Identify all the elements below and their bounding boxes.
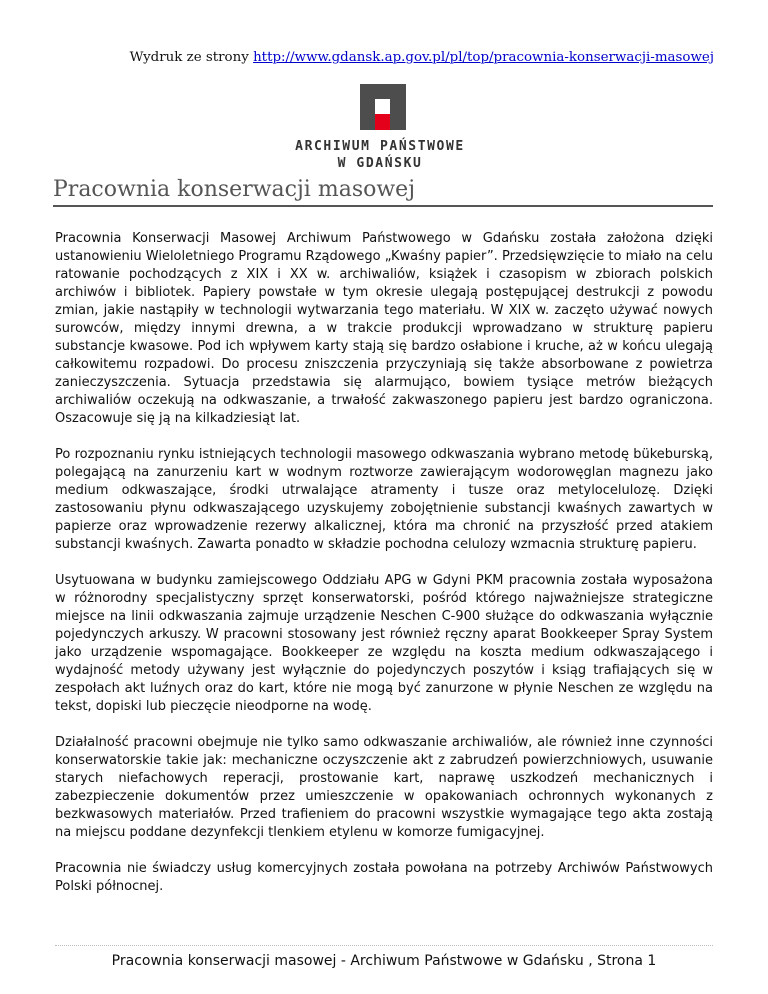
page-title: Pracownia konserwacji masowej [53, 175, 713, 207]
emblem-red-square [375, 114, 390, 130]
print-header-prefix: Wydruk ze strony [129, 50, 249, 65]
page-footer: Pracownia konserwacji masowej - Archiwum Państwowe w Gdańsku , Strona 1 [111, 953, 657, 969]
paragraph-1: Pracownia Konserwacji Masowej Archiwum Państwowego w Gdańsku została założona dzięki ustanowieniu Wieloletniego Programu Rządowego „Kwaśny papier”. Przedsięwzięcie to miało na celu ratowanie pochodzących z XIX i XX w. archiwaliów, książek i czasopism w zbiorach polskich archiwów i bibliotek. Papiery powstałe w tym okresie ulegają postępującej destrukcji z powodu zmian, jakie nastąpiły w technologii wytwarzania tego materiału. W XIX w. zaczęto używać nowych surowców, między innymi drewna, a w trakcie produkcji wprowadzano w strukturę papieru substancje kwasowe. Pod ich wpływem karty stają się bardzo osłabione i kruche, aż w końcu ulegają całkowitemu rozpadowi. Do procesu zniszczenia przyczyniają się także absorbowane z powietrza zanieczyszczenia. Sytuacja przedstawia się alarmująco, bowiem tysiące metrów bieżących archiwaliów oczekują na odkwaszanie, a trwałość zakwaszonego papieru jest bardzo ograniczona. Oszacowuje się ją na kilkadziesiąt lat. [55, 231, 713, 426]
archive-emblem-icon [360, 84, 406, 130]
emblem-white-square [375, 99, 390, 114]
source-url-link[interactable]: http://www.gdansk.ap.gov.pl/pl/top/pracownia-konserwacji-masowej [253, 50, 714, 65]
paragraph-3: Usytuowana w budynku zamiejscowego Oddziału APG w Gdyni PKM pracownia została wyposażona w różnorodny specjalistyczny sprzęt konserwatorski, pośród którego najważniejsze strategiczne miejsce na linii odkwaszania zajmuje urządzenie Neschen C-900 służące do odkwaszania wyłącznie pojedynczych arkuszy. W pracowni stosowany jest również ręczny aparat Bookkeeper Spray System jako urządzenie wspomagające. Bookkeeper ze względu na koszta medium odkwaszającego i wydajność metody używany jest wyłącznie do pojedynczych poszytów i ksiąg trafiających się w zespołach akt luźnych oraz do kart, które nie mogą być zanurzone w płynie Neschen ze względu na tekst, dopiski lub pieczęcie nieodporne na wodę. [55, 573, 713, 714]
paragraph-5: Pracownia nie świadczy usług komercyjnych została powołana na potrzeby Archiwów Państwowych Polski północnej. [55, 861, 713, 894]
logo-line-1: ARCHIWUM PAŃSTWOWE [295, 139, 465, 154]
paragraph-2: Po rozpoznaniu rynku istniejących technologii masowego odkwaszania wybrano metodę bükeburską, polegającą na zanurzeniu kart w wodnym roztworze zawierającym wodorowęglan magnezu jako medium odkwaszające, środki utrwalające atramenty i tusze oraz metylocelulozę. Dzięki zastosowaniu płynu odkwaszającego uzyskujemy zobojętnienie substancji kwaśnych zawartych w papierze oraz wprowadzenie rezerwy alkalicznej, która ma chronić na przyszłość przed atakiem substancji kwaśnych. Zawarta ponadto w składzie pochodna celulozy wzmacnia strukturę papieru. [55, 447, 713, 552]
footer-divider [55, 945, 713, 946]
logo-text [260, 138, 500, 172]
paragraph-4: Działalność pracowni obejmuje nie tylko samo odkwaszanie archiwaliów, ale również inne czynności konserwatorskie takie jak: mechaniczne oczyszczenie akt z zabrudzeń powierzchniowych, usuwanie starych niefachowych reperacji, prostowanie kart, naprawę uszkodzeń mechanicznych i zabezpieczenie dokumentów przez umieszczenie w opakowaniach ochronnych wykonanych z bezkwasowych materiałów. Przed trafieniem do pracowni wszystkie wymagające tego akta zostają na miejscu poddane dezynfekcji tlenkiem etylenu w komorze fumigacyjnej. [55, 735, 713, 840]
article-body [55, 230, 713, 914]
archive-logo [260, 84, 500, 176]
logo-line-2: W GDAŃSKU [337, 156, 423, 171]
print-header [130, 49, 714, 67]
